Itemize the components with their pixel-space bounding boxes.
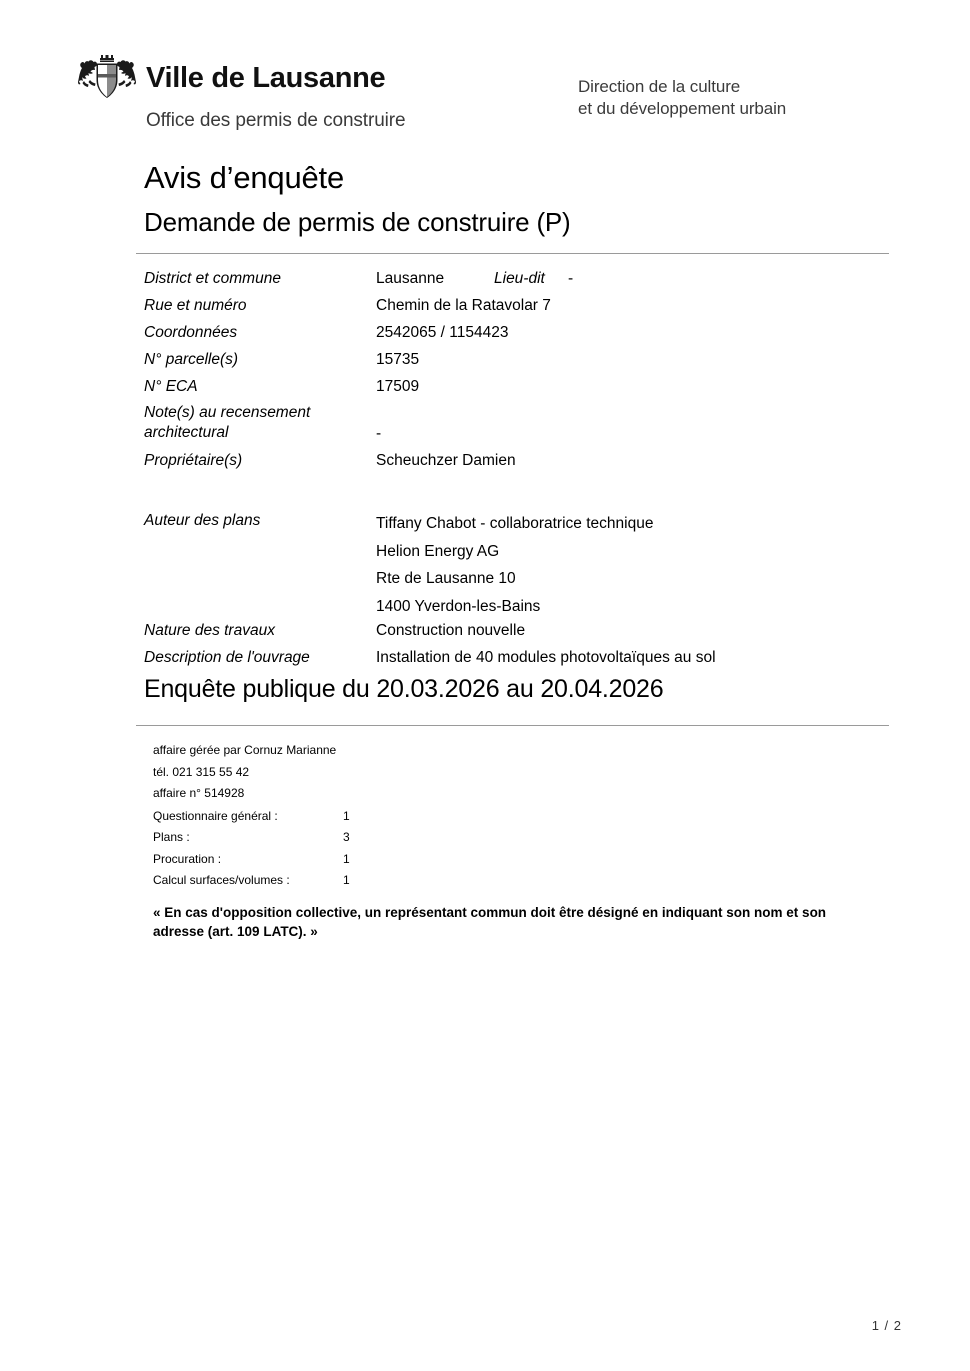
value-description: Installation de 40 modules photovoltaïques au sol — [376, 649, 716, 666]
table-row-eca — [144, 376, 904, 403]
label-parcelle: N° parcelle(s) — [144, 351, 239, 368]
table-row-nature — [144, 620, 904, 647]
meta-phone: tél. 021 315 55 42 — [153, 764, 250, 779]
table-row-street — [144, 295, 904, 322]
document-count: 1 — [343, 873, 350, 887]
brand-block — [78, 55, 498, 132]
divider-top — [136, 253, 889, 254]
table-row-description — [144, 647, 904, 674]
table-row-recensement — [144, 403, 904, 450]
value-auteur-line-1: Tiffany Chabot - collaboratrice technique — [376, 515, 654, 532]
label-coordinates: Coordonnées — [144, 324, 238, 341]
brand-subtitle: Office des permis de construire — [146, 110, 406, 131]
table-row-proprietaire — [144, 450, 904, 477]
label-recensement-line-1: Note(s) au recensement — [144, 404, 311, 421]
table-row-coordinates — [144, 322, 904, 349]
value-auteur-line-3: Rte de Lausanne 10 — [376, 570, 516, 587]
page-number: 1 / 2 — [871, 1318, 902, 1333]
label-auteur: Auteur des plans — [144, 512, 261, 529]
list-item — [153, 870, 350, 892]
department-line-1: Direction de la culture — [578, 77, 741, 96]
value-proprietaire: Scheuchzer Damien — [376, 452, 516, 469]
divider-middle — [136, 725, 889, 726]
page-title: Avis d’enquête — [144, 160, 345, 195]
legal-notice: « En cas d'opposition collective, un représentant commun doit être désigné en indiquant son nom et son adresse (art. 109 LATC). » — [153, 905, 827, 939]
document-label: Plans : — [153, 830, 190, 844]
value-district-group — [376, 268, 904, 289]
label-proprietaire: Propriétaire(s) — [144, 452, 243, 469]
value-coordinates: 2542065 / 1154423 — [376, 324, 509, 341]
section-spacer — [144, 477, 904, 510]
label-recensement — [144, 403, 376, 443]
page-header — [0, 0, 970, 140]
value-eca: 17509 — [376, 378, 420, 395]
label-nature: Nature des travaux — [144, 622, 275, 639]
label-district: District et commune — [144, 270, 281, 287]
application-details-table — [144, 268, 904, 674]
document-counts-list — [153, 806, 350, 892]
value-recensement: - — [376, 425, 382, 442]
value-lieudit: - — [568, 270, 574, 287]
label-eca: N° ECA — [144, 378, 198, 395]
value-street: Chemin de la Ratavolar 7 — [376, 297, 551, 314]
meta-case-number: affaire n° 514928 — [153, 786, 245, 800]
label-lieudit: Lieu-dit — [494, 270, 545, 287]
case-meta-block — [153, 740, 350, 892]
document-label: Calcul surfaces/volumes : — [153, 873, 290, 887]
value-auteur-line-4: 1400 Yverdon-les-Bains — [376, 597, 541, 615]
public-inquiry-period: Enquête publique du 20.03.2026 au 20.04.2026 — [144, 675, 664, 703]
department-line-2: et du développement urbain — [578, 99, 787, 119]
author-address-block — [376, 510, 653, 620]
meta-managed-by: affaire gérée par Cornuz Marianne — [153, 743, 337, 757]
value-district: Lausanne — [376, 270, 445, 287]
table-row-auteur — [144, 510, 904, 620]
list-item — [153, 849, 350, 871]
document-label: Questionnaire général : — [153, 808, 278, 823]
table-row-district — [144, 268, 904, 295]
lausanne-coat-of-arms-icon — [78, 55, 136, 101]
list-item — [153, 806, 350, 828]
value-auteur-group — [376, 510, 904, 620]
document-count: 3 — [343, 830, 350, 844]
department-block — [578, 76, 786, 121]
page-subtitle: Demande de permis de construire (P) — [144, 207, 571, 237]
label-description: Description de l'ouvrage — [144, 649, 310, 666]
label-recensement-line-2: architectural — [144, 424, 229, 441]
value-auteur-line-2: Helion Energy AG — [376, 542, 500, 560]
value-parcelle: 15735 — [376, 351, 420, 368]
list-item — [153, 827, 350, 849]
brand-top-row — [78, 55, 498, 101]
document-label: Procuration : — [153, 851, 222, 866]
document-count: 1 — [343, 808, 350, 823]
table-row-parcelle — [144, 349, 904, 376]
brand-title: Ville de Lausanne — [146, 61, 386, 94]
document-count: 1 — [343, 851, 350, 866]
value-nature: Construction nouvelle — [376, 622, 526, 639]
label-street: Rue et numéro — [144, 297, 247, 314]
